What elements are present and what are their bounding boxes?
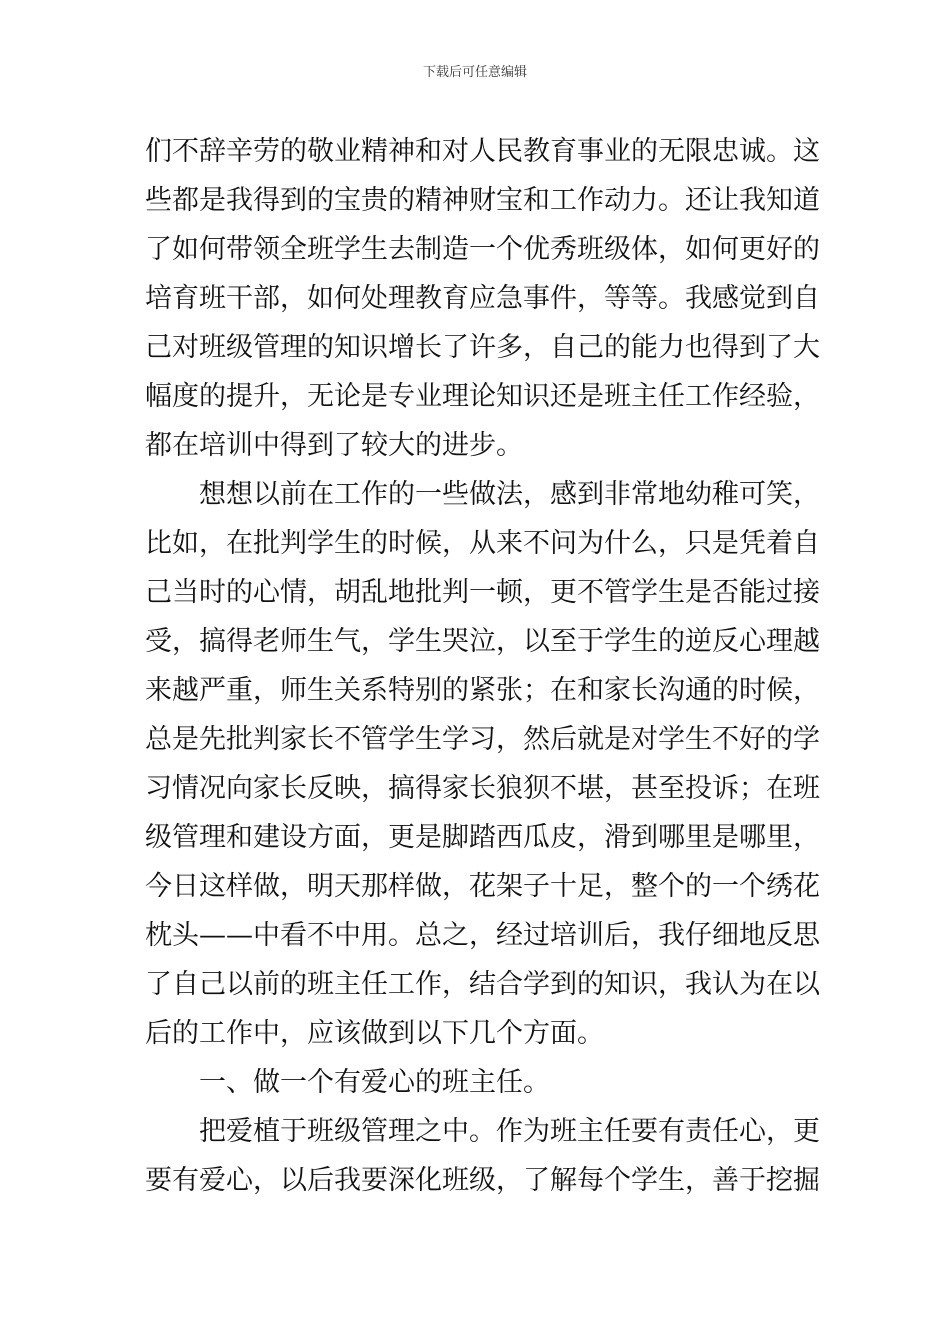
text-line: 己对班级管理的知识增长了许多，自己的能力也得到了大 (145, 332, 820, 363)
heading-line: 一、做一个有爱心的班主任。 (199, 1067, 550, 1098)
text-line: 来越严重，师生关系特别的紧张；在和家长沟通的时候， (145, 675, 820, 706)
text-line: 培育班干部，如何处理教育应急事件，等等。我感觉到自 (145, 283, 820, 314)
text-line: 后的工作中，应该做到以下几个方面。 (145, 1018, 604, 1049)
text-line: 些都是我得到的宝贵的精神财宝和工作动力。还让我知道 (145, 185, 820, 216)
text-line: 们不辞辛劳的敬业精神和对人民教育事业的无限忠诚。这 (145, 136, 820, 167)
text-line: 总是先批判家长不管学生学习，然后就是对学生不好的学 (145, 724, 820, 755)
paragraph-4 (145, 1107, 820, 1205)
text-line: 要有爱心，以后我要深化班级，了解每个学生，善于挖掘 (145, 1165, 820, 1196)
text-line: 级管理和建设方面，更是脚踏西瓜皮，滑到哪里是哪里， (145, 822, 820, 853)
text-line: 了自己以前的班主任工作，结合学到的知识，我认为在以 (145, 969, 820, 1000)
text-line: 比如，在批判学生的时候，从来不问为什么，只是凭着自 (145, 528, 820, 559)
text-line: 今日这样做，明天那样做，花架子十足，整个的一个绣花 (145, 871, 820, 902)
text-line: 枕头——中看不中用。总之，经过培训后，我仔细地反思 (145, 920, 820, 951)
page-header: 下载后可任意编辑 (422, 65, 527, 80)
text-line: 己当时的心情，胡乱地批判一顿，更不管学生是否能过接 (145, 577, 820, 608)
text-line: 幅度的提升，无论是专业理论知识还是班主任工作经验， (145, 381, 820, 412)
section-heading (145, 1058, 805, 1107)
text-line: 把爱植于班级管理之中。作为班主任要有责任心，更 (199, 1116, 820, 1147)
text-line: 想想以前在工作的一些做法，感到非常地幼稚可笑， (199, 479, 820, 510)
text-line: 习情况向家长反映，搞得家长狼狈不堪，甚至投诉；在班 (145, 773, 820, 804)
body-text (145, 127, 820, 1205)
text-line: 了如何带领全班学生去制造一个优秀班级体，如何更好的 (145, 234, 820, 265)
text-line: 受，搞得老师生气，学生哭泣，以至于学生的逆反心理越 (145, 626, 820, 657)
text-line: 都在培训中得到了较大的进步。 (145, 430, 523, 461)
paragraph-1 (145, 127, 820, 470)
paragraph-2 (145, 470, 820, 1058)
